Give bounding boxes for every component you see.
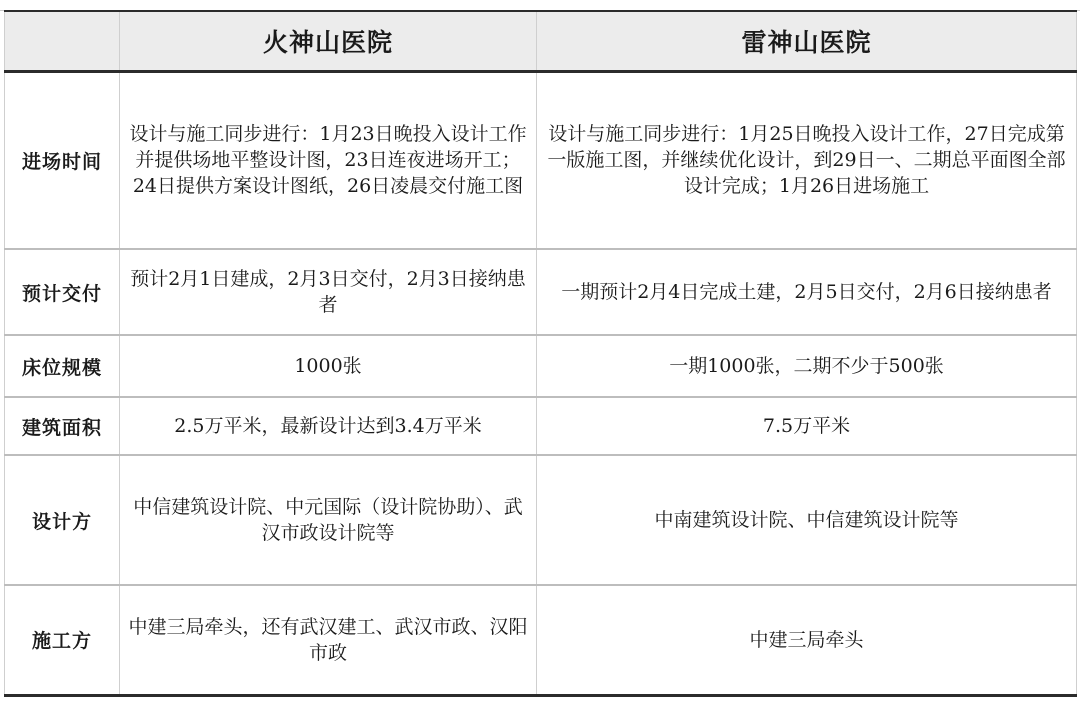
row-label-delivery: 预计交付 bbox=[5, 249, 120, 335]
cell-leishenshan-beds: 一期1000张，二期不少于500张 bbox=[537, 335, 1077, 397]
header-empty bbox=[5, 11, 120, 71]
cell-huoshenshan-beds: 1000张 bbox=[120, 335, 537, 397]
table-row-delivery bbox=[5, 249, 1077, 335]
cell-leishenshan-delivery: 一期预计2月4日完成土建，2月5日交付，2月6日接纳患者 bbox=[537, 249, 1077, 335]
row-label-designer: 设计方 bbox=[5, 455, 120, 585]
table-row-beds bbox=[5, 335, 1077, 397]
row-label-start-time: 进场时间 bbox=[5, 71, 120, 249]
table-row-designer bbox=[5, 455, 1077, 585]
table-header-row bbox=[5, 11, 1077, 71]
cell-huoshenshan-delivery: 预计2月1日建成，2月3日交付，2月3日接纳患者 bbox=[120, 249, 537, 335]
table-row-start-time bbox=[5, 71, 1077, 249]
cell-huoshenshan-builder: 中建三局牵头，还有武汉建工、武汉市政、汉阳市政 bbox=[120, 585, 537, 695]
comparison-table bbox=[4, 10, 1077, 697]
header-huoshenshan: 火神山医院 bbox=[120, 11, 537, 71]
cell-huoshenshan-designer: 中信建筑设计院、中元国际（设计院协助）、武汉市政设计院等 bbox=[120, 455, 537, 585]
row-label-area: 建筑面积 bbox=[5, 397, 120, 455]
cell-leishenshan-start-time: 设计与施工同步进行：1月25日晚投入设计工作，27日完成第一版施工图，并继续优化设计，到29日一、二期总平面图全部设计完成；1月26日进场施工 bbox=[537, 71, 1077, 249]
table-row-area bbox=[5, 397, 1077, 455]
cell-huoshenshan-area: 2.5万平米，最新设计达到3.4万平米 bbox=[120, 397, 537, 455]
header-leishenshan: 雷神山医院 bbox=[537, 11, 1077, 71]
cell-leishenshan-builder: 中建三局牵头 bbox=[537, 585, 1077, 695]
row-label-builder: 施工方 bbox=[5, 585, 120, 695]
cell-huoshenshan-start-time: 设计与施工同步进行：1月23日晚投入设计工作并提供场地平整设计图，23日连夜进场开工；24日提供方案设计图纸，26日凌晨交付施工图 bbox=[120, 71, 537, 249]
row-label-beds: 床位规模 bbox=[5, 335, 120, 397]
cell-leishenshan-designer: 中南建筑设计院、中信建筑设计院等 bbox=[537, 455, 1077, 585]
cell-leishenshan-area: 7.5万平米 bbox=[537, 397, 1077, 455]
table-row-builder bbox=[5, 585, 1077, 695]
